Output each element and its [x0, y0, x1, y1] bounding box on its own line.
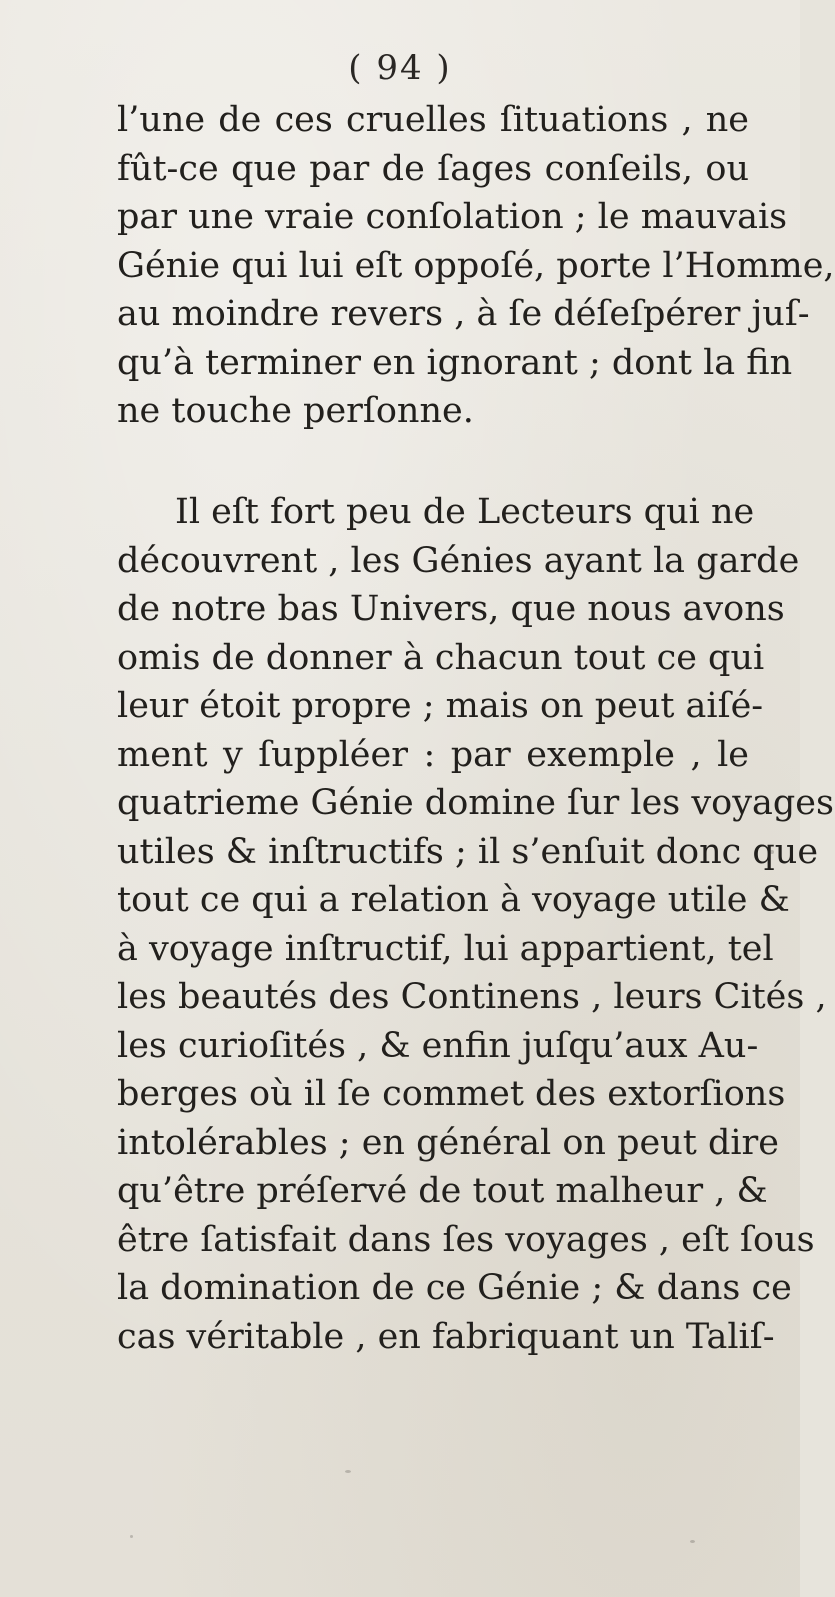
text-line: tout ce qui a relation à voyage utile & [117, 880, 790, 920]
text-line: omis de donner à chacun tout ce qui [117, 637, 765, 678]
text-line: les beautés des Continens , leurs Cités , [117, 977, 827, 1017]
text-line: par une vraie conſolation ; le mauvais [117, 197, 788, 237]
text-line: ne touche perſonne. [117, 391, 474, 431]
text-line: découvrent , les Génies ayant la garde [117, 540, 800, 581]
text-line: la domination de ce Génie ; & dans ce [117, 1268, 792, 1308]
text-line: intolérables ; en général on peut dire [117, 1122, 779, 1163]
text-line: les curioſités , & enfin juſqu’aux Au- [117, 1025, 759, 1066]
paragraph-2 [117, 488, 834, 1361]
page-number: ( 94 ) [348, 48, 452, 88]
paper-speck [130, 1535, 133, 1538]
paper-speck [770, 850, 774, 854]
text-line: Il eſt fort peu de Lecteurs qui ne [175, 492, 755, 532]
text-line: qu’être préſervé de tout malheur , & [117, 1171, 768, 1211]
text-line: de notre bas Univers, que nous avons [117, 589, 785, 629]
text-line: être ſatisfait dans ſes voyages , eſt ſous [117, 1219, 815, 1260]
paper-speck [690, 1540, 695, 1543]
text-line: qu’à terminer en ignorant ; dont la fin [117, 342, 793, 383]
text-line: au moindre revers , à ſe déſeſpérer juſ- [117, 294, 810, 334]
text-line: l’une de ces cruelles ſituations , ne [117, 100, 749, 140]
text-line: ment y ſuppléer : par exemple , le [117, 734, 749, 775]
text-line: Génie qui lui eſt oppoſé, porte l’Homme, [117, 245, 835, 286]
text-line: leur étoit propre ; mais on peut aiſé- [117, 686, 764, 726]
paper-speck [345, 1470, 351, 1473]
text-line: cas véritable , en fabriquant un Taliſ- [117, 1316, 775, 1357]
text-line: utiles & inſtructifs ; il s’enſuit donc que [117, 831, 819, 872]
paragraph-1 [117, 96, 835, 436]
text-line: quatrieme Génie domine ſur les voyages [117, 783, 834, 823]
text-line: fût-ce que par de ſages conſeils, ou [117, 148, 749, 189]
text-line: berges où il ſe commet des extorſions [117, 1074, 786, 1114]
text-line: à voyage inſtructif, lui appartient, tel [117, 928, 774, 969]
